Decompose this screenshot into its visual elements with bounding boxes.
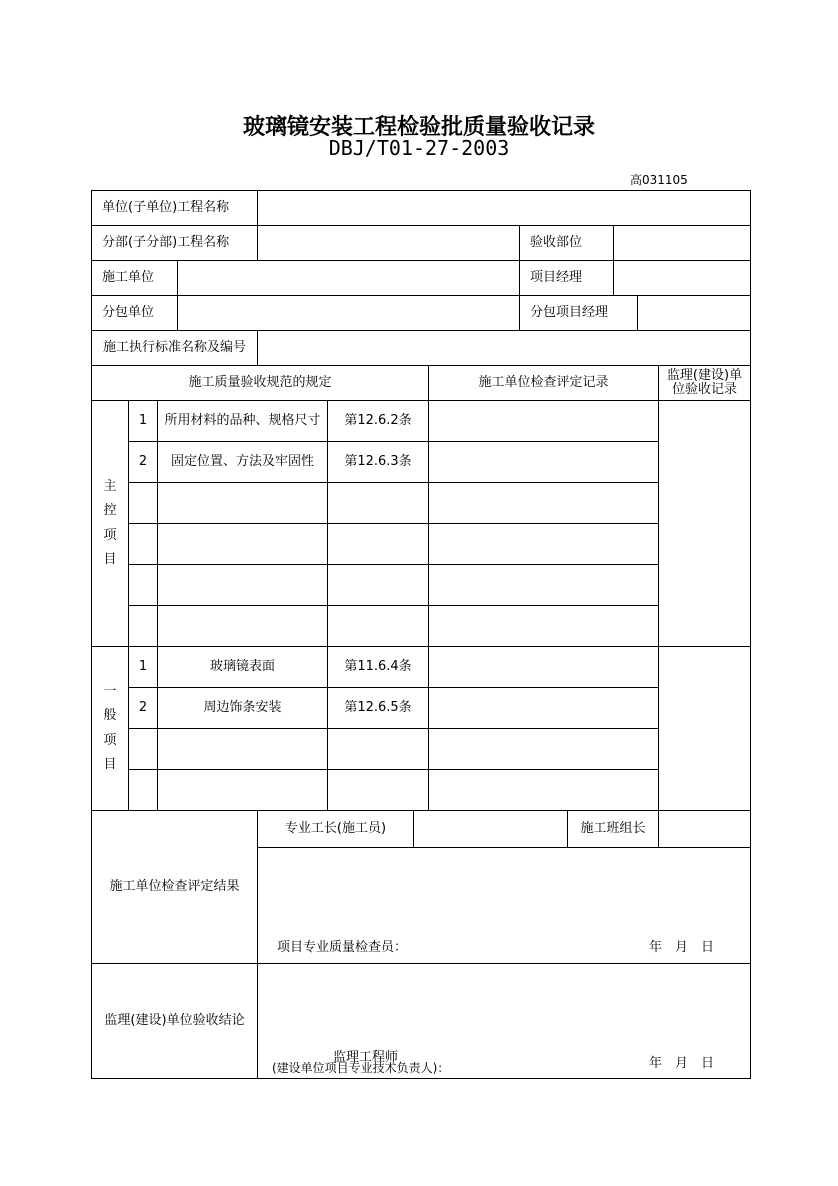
item-clause: 第11.6.4条 <box>327 646 429 688</box>
item-record-field[interactable] <box>428 482 659 524</box>
standard-label: 施工执行标准名称及编号 <box>91 330 258 366</box>
empty-cell <box>157 482 328 524</box>
item-number: 1 <box>128 400 158 442</box>
empty-cell <box>128 482 158 524</box>
general-items-label <box>91 646 129 811</box>
label-char: 项 <box>103 527 117 543</box>
empty-cell <box>157 728 328 770</box>
item-record-field[interactable] <box>428 646 659 688</box>
item-record-field[interactable] <box>428 728 659 770</box>
empty-cell <box>128 769 158 811</box>
item-description: 玻璃镜表面 <box>157 646 328 688</box>
empty-cell <box>327 564 429 606</box>
item-record-field[interactable] <box>428 687 659 729</box>
item-description: 固定位置、方法及牢固性 <box>157 441 328 483</box>
acceptance-part-label: 验收部位 <box>519 225 614 261</box>
label-char: 控 <box>103 503 117 519</box>
spec-column-header: 施工质量验收规范的规定 <box>91 365 429 401</box>
empty-cell <box>327 605 429 647</box>
contractor-field[interactable] <box>177 260 520 296</box>
result-label: 施工单位检查评定结果 <box>91 810 258 964</box>
item-record-field[interactable] <box>428 564 659 606</box>
label-char: 主 <box>103 478 117 494</box>
sub-project-label: 分部(子分部)工程名称 <box>91 225 258 261</box>
label-char: 目 <box>103 756 117 772</box>
label-char: 一 <box>103 683 117 699</box>
item-description: 所用材料的品种、规格尺寸 <box>157 400 328 442</box>
document-title: 玻璃镜安装工程检验批质量验收记录 <box>242 115 595 140</box>
empty-cell <box>157 769 328 811</box>
subcontractor-label: 分包单位 <box>91 295 178 331</box>
project-manager-label: 项目经理 <box>519 260 614 296</box>
engineer-label: 监理工程师 <box>333 1050 399 1065</box>
label-char: 目 <box>103 551 117 567</box>
conclusion-date: 年 月 日 <box>649 1056 715 1071</box>
item-record-field[interactable] <box>428 400 659 442</box>
sub-project-manager-label: 分包项目经理 <box>519 295 638 331</box>
supervisor-column-header: 监理(建设)单位验收记录 <box>658 365 751 401</box>
main-items-supervisor-field[interactable] <box>658 400 751 647</box>
empty-cell <box>157 564 328 606</box>
sub-project-field[interactable] <box>257 225 520 261</box>
item-clause: 第12.6.5条 <box>327 687 429 729</box>
foreman-field[interactable] <box>413 810 568 848</box>
item-clause: 第12.6.2条 <box>327 400 429 442</box>
foreman-label: 专业工长(施工员) <box>257 810 414 848</box>
item-record-field[interactable] <box>428 441 659 483</box>
team-leader-field[interactable] <box>658 810 751 848</box>
item-record-field[interactable] <box>428 605 659 647</box>
acceptance-part-field[interactable] <box>613 225 751 261</box>
main-items-label <box>91 400 129 647</box>
empty-cell <box>327 728 429 770</box>
form-number: 高031105 <box>630 173 688 187</box>
standard-code: DBJ/T01-27-2003 <box>328 136 510 160</box>
inspector-signature-label: 项目专业质量检查员： <box>277 940 408 955</box>
result-date: 年 月 日 <box>649 940 715 955</box>
empty-cell <box>157 523 328 565</box>
conclusion-label: 监理(建设)单位验收结论 <box>91 963 258 1079</box>
label-char: 般 <box>103 708 117 724</box>
label-char: 项 <box>103 732 117 748</box>
item-number: 2 <box>128 687 158 729</box>
team-leader-label: 施工班组长 <box>567 810 659 848</box>
contractor-label: 施工单位 <box>91 260 178 296</box>
engineer-sub-label: (建设单位项目专业技术负责人)： <box>272 1061 450 1075</box>
unit-project-field[interactable] <box>257 190 751 226</box>
empty-cell <box>128 605 158 647</box>
item-clause: 第12.6.3条 <box>327 441 429 483</box>
item-number: 2 <box>128 441 158 483</box>
item-record-field[interactable] <box>428 769 659 811</box>
empty-cell <box>128 564 158 606</box>
project-manager-field[interactable] <box>613 260 751 296</box>
empty-cell <box>327 769 429 811</box>
empty-cell <box>128 523 158 565</box>
record-column-header: 施工单位检查评定记录 <box>428 365 659 401</box>
standard-field[interactable] <box>257 330 751 366</box>
empty-cell <box>327 523 429 565</box>
empty-cell <box>157 605 328 647</box>
subcontractor-field[interactable] <box>177 295 520 331</box>
item-description: 周边饰条安装 <box>157 687 328 729</box>
item-number: 1 <box>128 646 158 688</box>
general-items-supervisor-field[interactable] <box>658 646 751 811</box>
unit-project-label: 单位(子单位)工程名称 <box>91 190 258 226</box>
empty-cell <box>128 728 158 770</box>
item-record-field[interactable] <box>428 523 659 565</box>
empty-cell <box>327 482 429 524</box>
sub-project-manager-field[interactable] <box>637 295 751 331</box>
